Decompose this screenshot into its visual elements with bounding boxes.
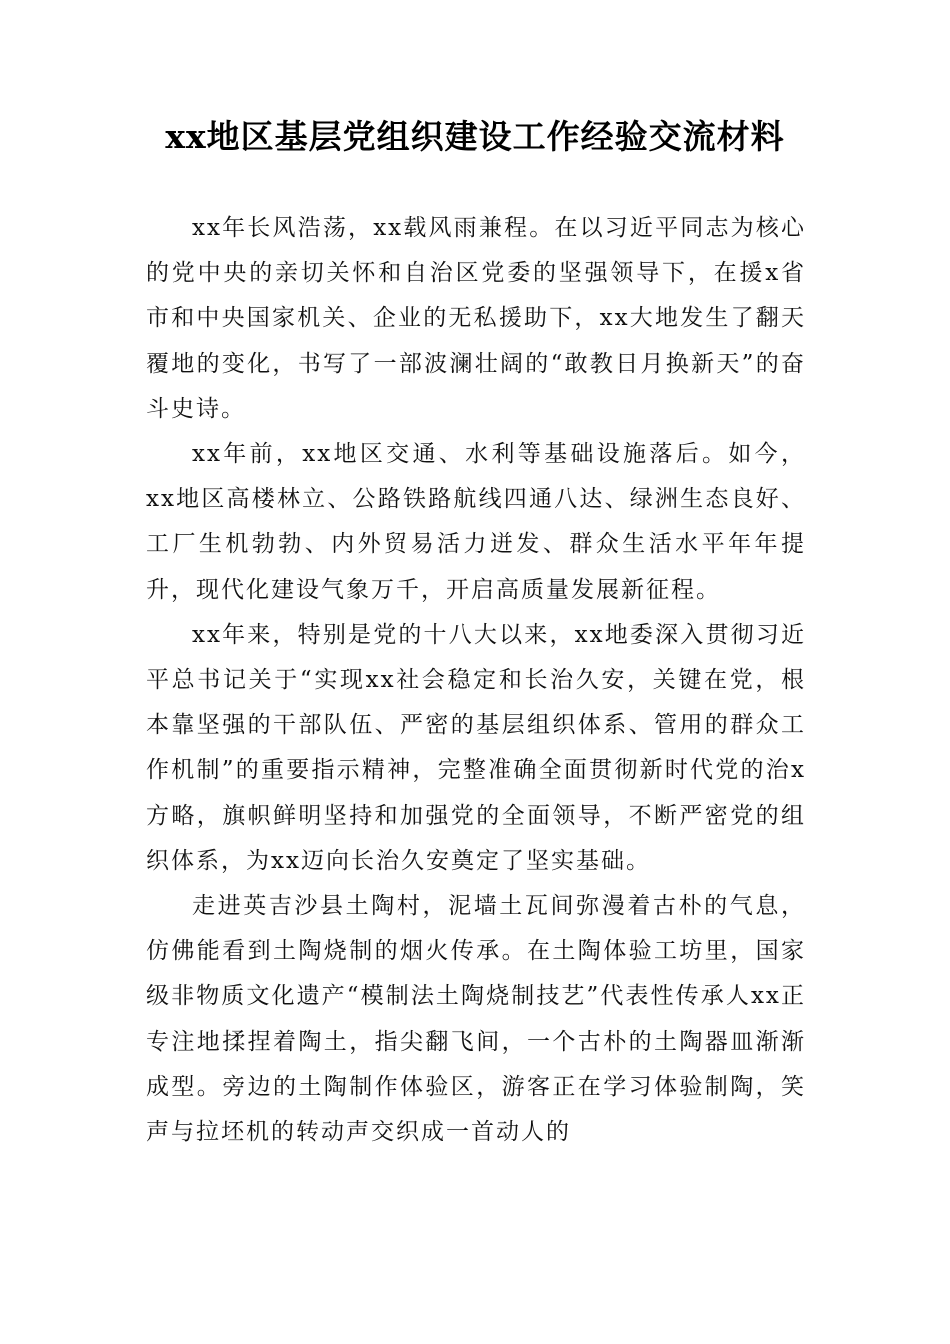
document-title: xx地区基层党组织建设工作经验交流材料 (165, 117, 785, 156)
paragraph-2: xx年前，xx地区交通、水利等基础设施落后。如今，xx地区高楼林立、公路铁路航线四通八达、绿洲生态良好、工厂生机勃勃、内外贸易活力迸发、群众生活水平年年提升，现代化建设气象万千，开启高质量发展新征程。 (146, 441, 806, 603)
paragraph-3: xx年来，特别是党的十八大以来，xx地委深入贯彻习近平总书记关于“实现xx社会稳定和长治久安，关键在党，根本靠坚强的干部队伍、严密的基层组织体系、管用的群众工作机制”的重要指示精神，完整准确全面贯彻新时代党的治x方略，旗帜鲜明坚持和加强党的全面领导，不断严密党的组织体系，为xx迈向长治久安奠定了坚实基础。 (146, 621, 806, 874)
document-body (146, 206, 806, 1155)
paragraph-4: 走进英吉沙县土陶村，泥墙土瓦间弥漫着古朴的气息，仿佛能看到土陶烧制的烟火传承。在土陶体验工坊里，国家级非物质文化遗产“模制法土陶烧制技艺”代表性传承人xx正专注地揉捏着陶土，指尖翻飞间，一个古朴的土陶器皿渐渐成型。旁边的土陶制作体验区，游客正在学习体验制陶，笑声与拉坯机的转动声交织成一首动人的 (146, 893, 806, 1146)
paragraph-1: xx年长风浩荡，xx载风雨兼程。在以习近平同志为核心的党中央的亲切关怀和自治区党委的坚强领导下，在援x省市和中央国家机关、企业的无私援助下，xx大地发生了翻天覆地的变化，书写了一部波澜壮阔的“敢教日月换新天”的奋斗史诗。 (146, 215, 806, 422)
